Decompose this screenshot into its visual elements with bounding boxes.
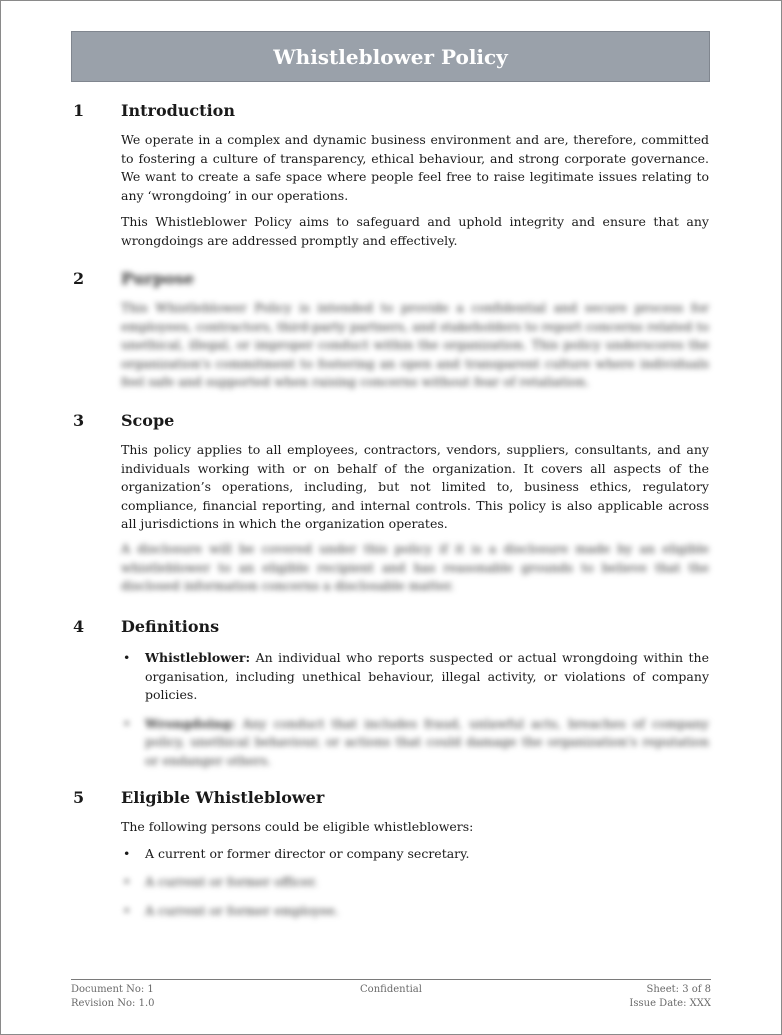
issue-date: Issue Date: XXX — [629, 998, 711, 1009]
section-heading: Purpose — [121, 269, 195, 288]
revision-number: Revision No: 1.0 — [71, 998, 155, 1009]
definition-term: Whistleblower: — [145, 650, 251, 665]
section-heading: Scope — [121, 411, 175, 430]
bullet-icon: • — [123, 650, 131, 665]
section-definitions — [1, 617, 781, 771]
eligible-list — [1, 845, 781, 921]
list-item — [123, 715, 709, 771]
definition-term: Wrongdoing: — [145, 715, 236, 731]
paragraph: This Whistleblower Policy aims to safeguard and uphold integrity and ensure that any wrongdoings are addressed promptly and effectively. — [121, 214, 709, 248]
list-item — [123, 873, 709, 892]
definitions-list — [1, 649, 781, 771]
list-item — [123, 902, 709, 921]
list-item-text: A current or former director or company secretary. — [145, 845, 470, 861]
section-number: 2 — [73, 269, 85, 288]
section-purpose — [1, 269, 781, 392]
paragraph: The following persons could be eligible whistleblowers: — [121, 819, 474, 834]
list-item — [123, 649, 709, 705]
section-number: 1 — [73, 101, 85, 120]
footer-divider — [71, 979, 711, 980]
section-introduction — [1, 101, 781, 251]
section-number: 5 — [73, 788, 85, 807]
paragraph: This policy applies to all employees, contractors, vendors, suppliers, consultants, and any individuals working with or on behalf of the organization. It covers all aspects of the organization’s operations, including, but not limited to, business ethics, regulatory compliance, financial reporting, and internal controls. This policy is also applicable across all jurisdictions in which the organization operates. — [121, 442, 709, 532]
document-number: Document No: 1 — [71, 984, 154, 995]
paragraph: A disclosure will be covered under this policy if it is a disclosure made by an eligible whistleblower to an eligible recipient and has reasonable grounds to believe that the disclosed information concerns a disclosable matter. — [121, 540, 709, 594]
list-item — [123, 845, 709, 864]
definition-text: Any conduct that includes fraud, unlawful acts, breaches of company policy, unethical behaviour, or actions that could damage the organization's reputation or endanger others. — [145, 715, 709, 768]
classification-label: Confidential — [360, 984, 422, 995]
bullet-icon: • — [123, 715, 131, 731]
bullet-icon: • — [123, 874, 131, 890]
section-heading: Eligible Whistleblower — [121, 788, 325, 807]
section-heading: Definitions — [121, 617, 220, 636]
section-heading: Introduction — [121, 101, 235, 120]
bullet-icon: • — [123, 902, 131, 918]
section-eligible-whistleblower — [1, 788, 781, 920]
title-banner — [71, 31, 710, 82]
bullet-icon: • — [123, 845, 131, 861]
list-item-text: A current or former officer. — [145, 874, 318, 890]
section-number: 4 — [73, 617, 85, 636]
section-number: 3 — [73, 411, 85, 430]
list-item-text: A current or former employee. — [145, 902, 339, 918]
paragraph: We operate in a complex and dynamic business environment and are, therefore, committed to fostering a culture of transparency, ethical behaviour, and strong corporate governance. We want to create a safe space where people feel free to raise legitimate issues relating to any ‘wrongdoing’ in our operations. — [121, 132, 709, 203]
definition-text: An individual who reports suspected or actual wrongdoing within the organisation, including unethical behaviour, illegal activity, or violations of company policies. — [145, 650, 709, 703]
section-scope — [1, 411, 781, 596]
paragraph: This Whistleblower Policy is intended to provide a confidential and secure process for employees, contractors, third-party partners, and stakeholders to report concerns related to unethical, illegal, or improper conduct within the organization. This policy underscores the organization's commitment to fostering an open and transparent culture where individuals feel safe and supported when raising concerns without fear of retaliation. — [121, 300, 709, 390]
sheet-number: Sheet: 3 of 8 — [646, 984, 711, 995]
document-title: Whistleblower Policy — [273, 44, 508, 69]
